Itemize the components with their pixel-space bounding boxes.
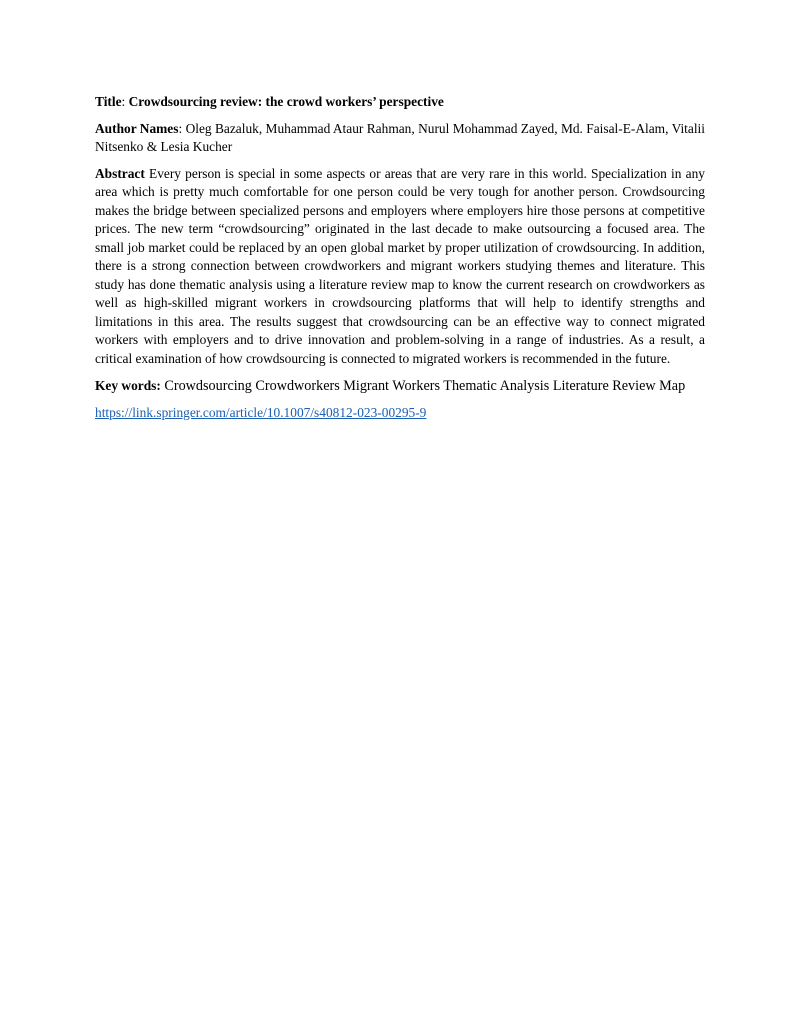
paper-title: Crowdsourcing review: the crowd workers’ perspective — [128, 94, 444, 109]
title-line — [95, 93, 705, 112]
article-link[interactable]: https://link.springer.com/article/10.1007/s40812-023-00295-9 — [95, 405, 427, 420]
author-names: Oleg Bazaluk, Muhammad Ataur Rahman, Nurul Mohammad Zayed, Md. Faisal-E-Alam, Vitalii Nitsenko & Lesia Kucher — [95, 120, 705, 154]
abstract-text: Every person is special in some aspects or areas that are very rare in this world. Specialization in any area which is pretty much comfortable for one person could be very tough for another person. Crowdsourcing makes the bridge between specialized persons and employers where employers hire those persons at competitive prices. The new term “crowdsourcing” originated in the last decade to make outsourcing a focused area. The small job market could be replaced by an open global market by proper utilization of crowdsourcing. In addition, there is a strong connection between crowdworkers and migrant workers studying themes and literature. This study has done thematic analysis using a literature review map to know the current research on crowdworkers as well as high-skilled migrant workers in crowdsourcing platforms that will help to identify strengths and limitations in this area. The results suggest that crowdsourcing can be an effective way to connect migrated workers with employers and to drive innovation and problem-solving in a range of industries. As a result, a critical examination of how crowdsourcing is connected to migrated workers is recommended in the future. — [95, 165, 705, 366]
document-page — [95, 93, 705, 422]
keywords-text: Crowdsourcing Crowdworkers Migrant Workers Thematic Analysis Literature Review Map — [164, 378, 686, 394]
title-label: Title — [95, 94, 122, 109]
keywords-label: Key words: — [95, 378, 161, 393]
title-separator: : — [121, 94, 129, 109]
keywords-line — [95, 376, 705, 396]
abstract-paragraph — [95, 165, 705, 369]
authors-separator: : — [178, 120, 186, 136]
abstract-label: Abstract — [95, 165, 145, 181]
authors-line — [95, 120, 705, 157]
authors-label: Author Names — [95, 120, 179, 136]
link-line — [95, 404, 705, 422]
